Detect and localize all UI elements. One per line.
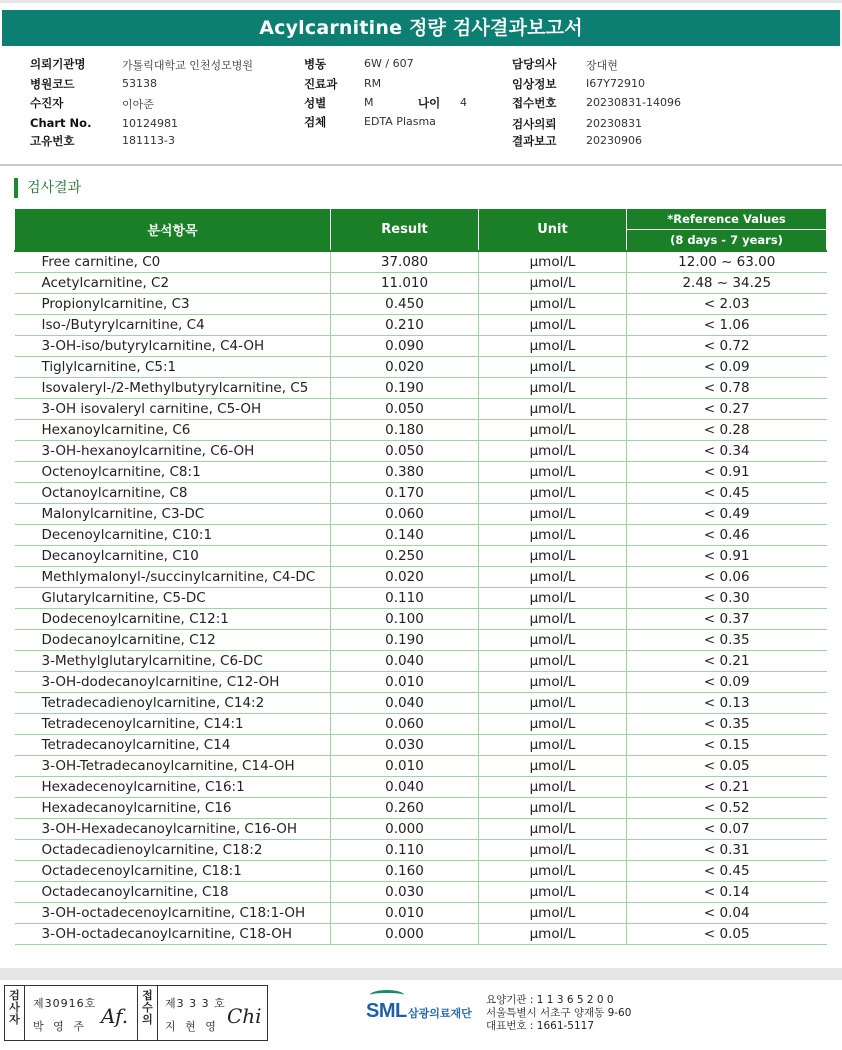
analyte-name: Decanoylcarnitine, C10	[15, 545, 331, 566]
analyte-name: Hexadecanoylcarnitine, C16	[15, 797, 331, 818]
header-reference: *Reference Values	[627, 209, 827, 230]
unit-value: µmol/L	[479, 797, 627, 818]
unit-value: µmol/L	[479, 902, 627, 923]
table-row	[15, 776, 827, 797]
result-value: 0.040	[331, 692, 479, 713]
reference-value: < 0.34	[627, 440, 827, 461]
unit-value: µmol/L	[479, 335, 627, 356]
reference-value: < 0.35	[627, 713, 827, 734]
institution-value: 가톨릭대학교 인천성모병원	[122, 59, 254, 72]
unit-value: µmol/L	[479, 713, 627, 734]
result-value: 0.040	[331, 776, 479, 797]
table-row	[15, 398, 827, 419]
table-row	[15, 818, 827, 839]
results-table-wrap	[14, 208, 826, 945]
report-date-label: 결과보고	[512, 134, 557, 148]
analyte-name: Octadecanoylcarnitine, C18	[15, 881, 331, 902]
reference-value: < 0.09	[627, 671, 827, 692]
analyte-name: Malonylcarnitine, C3-DC	[15, 503, 331, 524]
result-value: 0.040	[331, 650, 479, 671]
ward-value: 6W / 607	[364, 57, 414, 70]
table-row	[15, 797, 827, 818]
unit-value: µmol/L	[479, 650, 627, 671]
reference-value: < 0.35	[627, 629, 827, 650]
reviewer-name: 지 현 영	[165, 1020, 219, 1033]
reference-value: < 0.05	[627, 755, 827, 776]
unit-value: µmol/L	[479, 524, 627, 545]
result-value: 0.140	[331, 524, 479, 545]
specimen-value: EDTA Plasma	[364, 115, 436, 128]
analyte-name: Glutarylcarnitine, C5-DC	[15, 587, 331, 608]
reviewer-license: 제3 3 3 호	[165, 997, 226, 1010]
report-title: Acylcarnitine 정량 검사결과보고서	[2, 10, 840, 46]
request-date-label: 검사의뢰	[512, 117, 557, 131]
unit-value: µmol/L	[479, 503, 627, 524]
result-value: 0.050	[331, 398, 479, 419]
table-row	[15, 881, 827, 902]
logo-name: 삼광의료재단	[408, 1007, 472, 1020]
unit-value: µmol/L	[479, 482, 627, 503]
reference-value: < 0.49	[627, 503, 827, 524]
table-row	[15, 923, 827, 944]
result-value: 0.020	[331, 566, 479, 587]
table-row	[15, 440, 827, 461]
header-reference-range: (8 days - 7 years)	[627, 230, 827, 251]
table-row	[15, 524, 827, 545]
result-value: 0.250	[331, 545, 479, 566]
table-row	[15, 377, 827, 398]
table-row	[15, 713, 827, 734]
age-label: 나이	[418, 96, 441, 110]
table-row	[15, 566, 827, 587]
analyte-name: Tetradecanoylcarnitine, C14	[15, 734, 331, 755]
reference-value: < 0.27	[627, 398, 827, 419]
analyte-name: Isovaleryl-/2-Methylbutyrylcarnitine, C5	[15, 377, 331, 398]
result-value: 0.010	[331, 671, 479, 692]
table-row	[15, 587, 827, 608]
reference-value: < 0.15	[627, 734, 827, 755]
analyte-name: 3-OH-hexanoylcarnitine, C6-OH	[15, 440, 331, 461]
analyte-name: Methlymalonyl-/succinylcarnitine, C4-DC	[15, 566, 331, 587]
org-address: 서울특별시 서초구 양재동 9-60	[486, 1007, 632, 1019]
reference-value: < 1.06	[627, 314, 827, 335]
examiner-signature: Af.	[101, 1004, 129, 1028]
unit-value: µmol/L	[479, 314, 627, 335]
reference-value: < 0.21	[627, 650, 827, 671]
unit-value: µmol/L	[479, 377, 627, 398]
department-value: RM	[364, 77, 382, 90]
sml-logo	[366, 992, 486, 1032]
unique-no-label: 고유번호	[30, 134, 75, 148]
unit-value: µmol/L	[479, 566, 627, 587]
analyte-name: Hexanoylcarnitine, C6	[15, 419, 331, 440]
table-row	[15, 293, 827, 314]
table-row	[15, 545, 827, 566]
reference-value: < 0.04	[627, 902, 827, 923]
table-row	[15, 902, 827, 923]
unit-value: µmol/L	[479, 440, 627, 461]
unit-value: µmol/L	[479, 818, 627, 839]
reference-value: < 0.37	[627, 608, 827, 629]
examiner-label: 검사자	[5, 986, 25, 1040]
sex-label: 성별	[304, 96, 327, 110]
reference-value: < 0.72	[627, 335, 827, 356]
reference-value: < 0.28	[627, 419, 827, 440]
table-row	[15, 629, 827, 650]
reference-value: < 0.06	[627, 566, 827, 587]
hospital-code-value: 53138	[122, 77, 157, 90]
table-row	[15, 461, 827, 482]
table-row	[15, 650, 827, 671]
table-row	[15, 671, 827, 692]
reference-value: < 0.21	[627, 776, 827, 797]
result-value: 0.090	[331, 335, 479, 356]
physician-label: 담당의사	[512, 57, 557, 71]
unit-value: µmol/L	[479, 734, 627, 755]
physician-value: 장대현	[586, 59, 618, 72]
analyte-name: Acetylcarnitine, C2	[15, 272, 331, 293]
reference-value: < 0.14	[627, 881, 827, 902]
reference-value: 12.00 ~ 63.00	[627, 251, 827, 273]
reference-value: < 0.78	[627, 377, 827, 398]
unit-value: µmol/L	[479, 755, 627, 776]
institution-label: 의뢰기관명	[30, 57, 86, 71]
reference-value: < 0.09	[627, 356, 827, 377]
result-value: 0.020	[331, 356, 479, 377]
reference-value: < 0.52	[627, 797, 827, 818]
analyte-name: Octanoylcarnitine, C8	[15, 482, 331, 503]
unit-value: µmol/L	[479, 272, 627, 293]
unit-value: µmol/L	[479, 419, 627, 440]
analyte-name: 3-OH isovaleryl carnitine, C5-OH	[15, 398, 331, 419]
result-value: 0.160	[331, 860, 479, 881]
result-value: 0.010	[331, 755, 479, 776]
signature-box	[4, 985, 268, 1041]
analyte-name: Free carnitine, C0	[15, 251, 331, 273]
unit-value: µmol/L	[479, 923, 627, 944]
results-table	[14, 208, 827, 945]
clinical-info-label: 임상정보	[512, 77, 557, 91]
table-row	[15, 608, 827, 629]
examiner-name: 박 영 주	[33, 1020, 87, 1033]
result-value: 0.380	[331, 461, 479, 482]
result-value: 0.050	[331, 440, 479, 461]
result-value: 0.190	[331, 377, 479, 398]
logo-arc-icon	[370, 990, 404, 1000]
analyte-name: Tetradecenoylcarnitine, C14:1	[15, 713, 331, 734]
unit-value: µmol/L	[479, 461, 627, 482]
analyte-name: 3-OH-octadecenoylcarnitine, C18:1-OH	[15, 902, 331, 923]
result-value: 0.030	[331, 734, 479, 755]
patient-info	[30, 56, 830, 152]
reviewer-label: 접수의	[138, 986, 158, 1040]
result-value: 0.110	[331, 587, 479, 608]
table-row	[15, 839, 827, 860]
table-row	[15, 860, 827, 881]
footer-divider	[0, 968, 842, 980]
result-value: 0.170	[331, 482, 479, 503]
result-value: 0.190	[331, 629, 479, 650]
unit-value: µmol/L	[479, 629, 627, 650]
header-item: 분석항목	[15, 209, 331, 251]
logo-mark: SML	[366, 1000, 407, 1022]
reference-value: < 0.45	[627, 860, 827, 881]
age-value: 4	[460, 96, 467, 109]
analyte-name: 3-Methylglutarylcarnitine, C6-DC	[15, 650, 331, 671]
result-value: 0.060	[331, 713, 479, 734]
result-value: 0.000	[331, 923, 479, 944]
table-row	[15, 419, 827, 440]
specimen-label: 검체	[304, 115, 327, 129]
results-body	[15, 251, 827, 945]
unit-value: µmol/L	[479, 692, 627, 713]
analyte-name: Hexadecenoylcarnitine, C16:1	[15, 776, 331, 797]
analyte-name: 3-OH-Tetradecanoylcarnitine, C14-OH	[15, 755, 331, 776]
analyte-name: 3-OH-Hexadecanoylcarnitine, C16-OH	[15, 818, 331, 839]
table-row	[15, 482, 827, 503]
unit-value: µmol/L	[479, 398, 627, 419]
reference-value: < 0.30	[627, 587, 827, 608]
examiner-license: 제30916호	[33, 997, 97, 1010]
unit-value: µmol/L	[479, 293, 627, 314]
chart-no-value: 10124981	[122, 117, 178, 130]
patient-name-value: 이아준	[122, 98, 154, 111]
analyte-name: Iso-/Butyrylcarnitine, C4	[15, 314, 331, 335]
unit-value: µmol/L	[479, 839, 627, 860]
reference-value: < 0.13	[627, 692, 827, 713]
table-row	[15, 755, 827, 776]
patient-name-label: 수진자	[30, 96, 64, 110]
analyte-name: Tetradecadienoylcarnitine, C14:2	[15, 692, 331, 713]
analyte-name: Octadecadienoylcarnitine, C18:2	[15, 839, 331, 860]
analyte-name: 3-OH-iso/butyrylcarnitine, C4-OH	[15, 335, 331, 356]
header-result: Result	[331, 209, 479, 251]
institution-number: 요양기관 : 1 1 3 6 5 2 0 0	[486, 994, 614, 1006]
analyte-name: 3-OH-dodecanoylcarnitine, C12-OH	[15, 671, 331, 692]
result-value: 0.060	[331, 503, 479, 524]
analyte-name: Propionylcarnitine, C3	[15, 293, 331, 314]
unit-value: µmol/L	[479, 776, 627, 797]
analyte-name: Dodecenoylcarnitine, C12:1	[15, 608, 331, 629]
result-value: 0.180	[331, 419, 479, 440]
request-date-value: 20230831	[586, 117, 642, 130]
reference-value: < 2.03	[627, 293, 827, 314]
unit-value: µmol/L	[479, 251, 627, 273]
table-row	[15, 503, 827, 524]
result-value: 0.000	[331, 818, 479, 839]
analyte-name: 3-OH-octadecanoylcarnitine, C18-OH	[15, 923, 331, 944]
header-unit: Unit	[479, 209, 627, 251]
result-value: 0.450	[331, 293, 479, 314]
org-phone: 대표번호 : 1661-5117	[486, 1020, 595, 1032]
table-row	[15, 356, 827, 377]
analyte-name: Octadecenoylcarnitine, C18:1	[15, 860, 331, 881]
unit-value: µmol/L	[479, 860, 627, 881]
ward-label: 병동	[304, 57, 327, 71]
reviewer-signature: Chi	[227, 1004, 262, 1028]
result-value: 0.010	[331, 902, 479, 923]
unit-value: µmol/L	[479, 545, 627, 566]
result-value: 37.080	[331, 251, 479, 273]
clinical-info-value: I67Y72910	[586, 77, 645, 90]
reference-value: < 0.45	[627, 482, 827, 503]
receipt-no-label: 접수번호	[512, 96, 557, 110]
reference-value: < 0.91	[627, 545, 827, 566]
reference-value: < 0.07	[627, 818, 827, 839]
table-row	[15, 734, 827, 755]
unit-value: µmol/L	[479, 671, 627, 692]
table-row	[15, 314, 827, 335]
result-value: 0.030	[331, 881, 479, 902]
result-value: 0.100	[331, 608, 479, 629]
reference-value: < 0.91	[627, 461, 827, 482]
sex-value: M	[364, 96, 374, 109]
report-date-value: 20230906	[586, 134, 642, 147]
table-row	[15, 251, 827, 273]
hospital-code-label: 병원코드	[30, 77, 75, 91]
department-label: 진료과	[304, 77, 338, 91]
reference-value: 2.48 ~ 34.25	[627, 272, 827, 293]
analyte-name: Octenoylcarnitine, C8:1	[15, 461, 331, 482]
result-value: 11.010	[331, 272, 479, 293]
reference-value: < 0.46	[627, 524, 827, 545]
result-value: 0.110	[331, 839, 479, 860]
organization-info	[486, 994, 631, 1033]
result-value: 0.260	[331, 797, 479, 818]
result-value: 0.210	[331, 314, 479, 335]
unique-no-value: 181113-3	[122, 134, 175, 147]
header-divider	[0, 164, 842, 166]
table-row	[15, 272, 827, 293]
unit-value: µmol/L	[479, 608, 627, 629]
reference-value: < 0.31	[627, 839, 827, 860]
analyte-name: Dodecanoylcarnitine, C12	[15, 629, 331, 650]
unit-value: µmol/L	[479, 356, 627, 377]
receipt-no-value: 20230831-14096	[586, 96, 681, 109]
top-rule	[0, 0, 842, 3]
table-row	[15, 692, 827, 713]
analyte-name: Decenoylcarnitine, C10:1	[15, 524, 331, 545]
section-title: 검사결과	[14, 178, 81, 198]
analyte-name: Tiglylcarnitine, C5:1	[15, 356, 331, 377]
reference-value: < 0.05	[627, 923, 827, 944]
chart-no-label: Chart No.	[30, 116, 92, 130]
table-row	[15, 335, 827, 356]
unit-value: µmol/L	[479, 587, 627, 608]
unit-value: µmol/L	[479, 881, 627, 902]
